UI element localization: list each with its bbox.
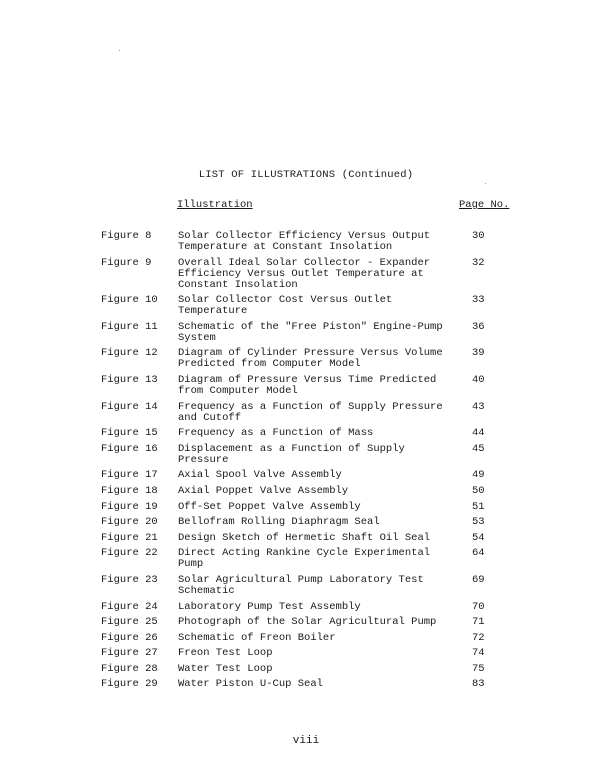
list-item xyxy=(0,295,612,317)
list-item xyxy=(0,402,612,424)
figure-label: Figure 20 xyxy=(101,516,158,529)
page-number: 53 xyxy=(472,516,485,529)
figure-description: Water Piston U-Cup Seal xyxy=(178,678,323,691)
figure-label: Figure 15 xyxy=(101,427,158,440)
figure-description: Design Sketch of Hermetic Shaft Oil Seal xyxy=(178,531,431,544)
page-number: 30 xyxy=(472,230,485,242)
list-item xyxy=(0,470,612,481)
figure-label: Figure 18 xyxy=(101,484,158,497)
list-item xyxy=(0,502,612,513)
figure-label: Figure 22 xyxy=(101,547,158,560)
list-item xyxy=(0,486,612,497)
figure-description: Bellofram Rolling Diaphragm Seal xyxy=(178,516,380,529)
list-item xyxy=(0,633,612,644)
figure-description: Diagram of Pressure Versus Time Predicted from Computer Model xyxy=(178,373,437,397)
column-header-illustration: Illustration xyxy=(177,199,253,211)
figure-label: Figure 25 xyxy=(101,616,158,629)
page-number: 36 xyxy=(472,320,485,333)
page-number-footer: viii xyxy=(292,735,320,747)
figure-description: Direct Acting Rankine Cycle Experimental Pump xyxy=(178,547,431,571)
list-item xyxy=(0,517,612,528)
page-number: 40 xyxy=(472,373,485,386)
figure-label: Figure 8 xyxy=(101,230,152,242)
list-item xyxy=(0,428,612,439)
list-item xyxy=(0,375,612,397)
column-header-page-no: Page No. xyxy=(459,199,510,211)
list-item xyxy=(0,664,612,675)
figure-description: Displacement as a Function of Supply Pressure xyxy=(178,442,405,466)
figure-label: Figure 14 xyxy=(101,400,158,413)
page-number: 49 xyxy=(472,469,485,482)
page-title: LIST OF ILLUSTRATIONS (Continued) xyxy=(198,169,414,181)
page-number: 72 xyxy=(472,631,485,644)
figure-label: Figure 10 xyxy=(101,294,158,307)
figure-label: Figure 19 xyxy=(101,500,158,513)
list-item xyxy=(0,602,612,613)
page-number: 45 xyxy=(472,442,485,455)
figure-description: Solar Collector Efficiency Versus Output Temperature at Constant Insolation xyxy=(178,230,431,253)
figure-description: Schematic of Freon Boiler xyxy=(178,631,336,644)
illustration-list xyxy=(0,231,612,695)
figure-label: Figure 11 xyxy=(101,320,158,333)
figure-description: Diagram of Cylinder Pressure Versus Volume Predicted from Computer Model xyxy=(178,347,443,371)
list-item xyxy=(0,348,612,370)
figure-label: Figure 26 xyxy=(101,631,158,644)
figure-label: Figure 24 xyxy=(101,600,158,613)
figure-description: Laboratory Pump Test Assembly xyxy=(178,600,361,613)
figure-description: Freon Test Loop xyxy=(178,647,273,660)
figure-description: Schematic of the "Free Piston" Engine-Pump System xyxy=(178,320,443,344)
figure-description: Frequency as a Function of Supply Pressure and Cutoff xyxy=(178,400,443,424)
page-number: 54 xyxy=(472,531,485,544)
list-item xyxy=(0,231,612,253)
figure-description: Photograph of the Solar Agricultural Pump xyxy=(178,616,437,629)
figure-description: Solar Collector Cost Versus Outlet Temperature xyxy=(178,294,393,318)
page-number: 32 xyxy=(472,256,485,269)
figure-description: Overall Ideal Solar Collector - Expander Efficiency Versus Outlet Temperature at Constant Insolation xyxy=(178,256,431,291)
figure-label: Figure 16 xyxy=(101,442,158,455)
figure-description: Axial Spool Valve Assembly xyxy=(178,469,342,482)
figure-description: Water Test Loop xyxy=(178,662,273,675)
page-number: 71 xyxy=(472,616,485,629)
list-item xyxy=(0,648,612,659)
list-item xyxy=(0,258,612,291)
figure-label: Figure 21 xyxy=(101,531,158,544)
page-number: 74 xyxy=(472,647,485,660)
page-number: 44 xyxy=(472,427,485,440)
page-number: 51 xyxy=(472,500,485,513)
page-number: 75 xyxy=(472,662,485,675)
page-number: 64 xyxy=(472,547,485,560)
page-number: 50 xyxy=(472,484,485,497)
figure-description: Frequency as a Function of Mass xyxy=(178,427,374,440)
figure-label: Figure 29 xyxy=(101,678,158,691)
page-number: 33 xyxy=(472,294,485,307)
list-item xyxy=(0,617,612,628)
figure-label: Figure 23 xyxy=(101,573,158,586)
list-item xyxy=(0,533,612,544)
figure-description: Off-Set Poppet Valve Assembly xyxy=(178,500,361,513)
page-number: 70 xyxy=(472,600,485,613)
page-number: 69 xyxy=(472,573,485,586)
figure-label: Figure 13 xyxy=(101,373,158,386)
figure-label: Figure 12 xyxy=(101,347,158,360)
figure-label: Figure 17 xyxy=(101,469,158,482)
page-number: 39 xyxy=(472,347,485,360)
list-item xyxy=(0,575,612,597)
figure-label: Figure 9 xyxy=(101,256,152,269)
list-item xyxy=(0,444,612,466)
list-item xyxy=(0,548,612,570)
page-number: 43 xyxy=(472,400,485,413)
figure-description: Axial Poppet Valve Assembly xyxy=(178,484,349,497)
list-item xyxy=(0,679,612,690)
scan-speck xyxy=(485,183,486,184)
figure-label: Figure 27 xyxy=(101,647,158,660)
figure-label: Figure 28 xyxy=(101,662,158,675)
figure-description: Solar Agricultural Pump Laboratory Test Schematic xyxy=(178,573,424,597)
page-number: 83 xyxy=(472,678,485,691)
scan-speck xyxy=(119,50,120,51)
list-item xyxy=(0,322,612,344)
